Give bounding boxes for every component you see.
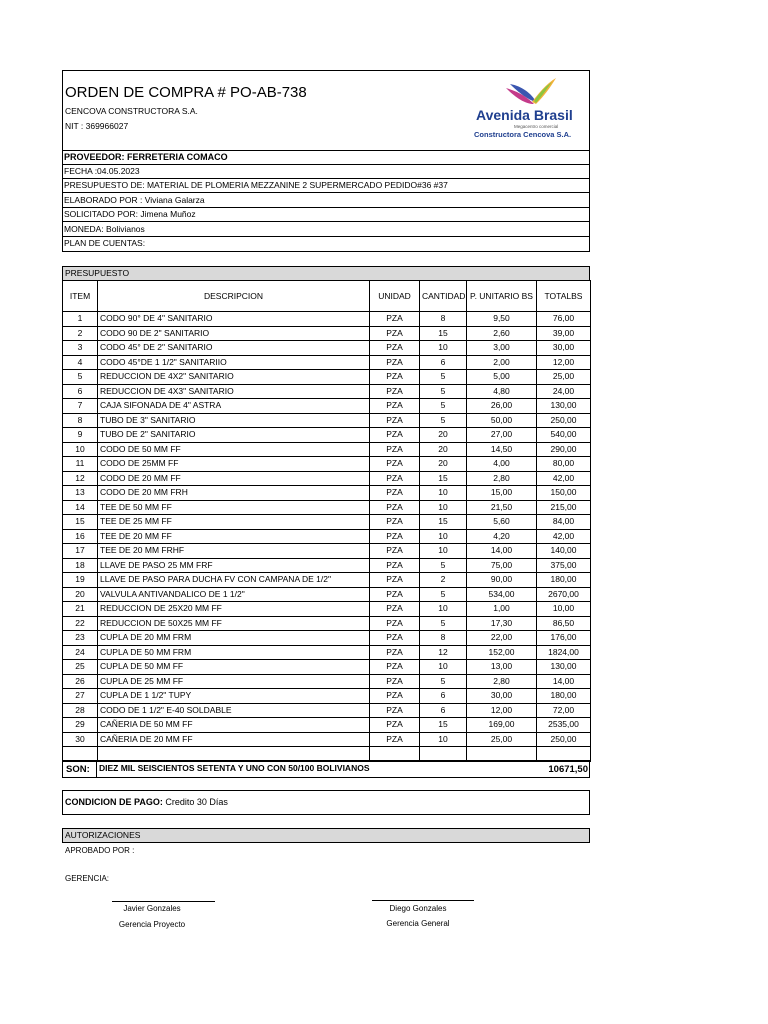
item-unit-price: 12,00 bbox=[467, 703, 537, 718]
table-row bbox=[63, 674, 591, 689]
table-row bbox=[63, 573, 591, 588]
budget-row: PRESUPUESTO DE: MATERIAL DE PLOMERIA MEZZANINE 2 SUPERMERCADO PEDIDO#36 #37 bbox=[62, 178, 590, 193]
item-unit-price: 30,00 bbox=[467, 689, 537, 704]
item-unit-price: 2,60 bbox=[467, 326, 537, 341]
currency-row: MONEDA: Bolivianos bbox=[62, 222, 590, 237]
grand-total: 10671,50 bbox=[548, 764, 588, 775]
item-unit: PZA bbox=[370, 486, 420, 501]
item-number: 7 bbox=[63, 399, 98, 414]
item-total: 130,00 bbox=[537, 399, 591, 414]
approved-by-label: APROBADO POR : bbox=[65, 846, 135, 855]
item-description: REDUCCION DE 25X20 MM FF bbox=[98, 602, 370, 617]
table-row bbox=[63, 370, 591, 385]
item-unit: PZA bbox=[370, 442, 420, 457]
item-total: 130,00 bbox=[537, 660, 591, 675]
item-description: REDUCCION DE 50X25 MM FF bbox=[98, 616, 370, 631]
item-description: REDUCCION DE 4X3" SANITARIO bbox=[98, 384, 370, 399]
item-unit: PZA bbox=[370, 399, 420, 414]
item-unit-price: 15,00 bbox=[467, 486, 537, 501]
item-quantity: 5 bbox=[420, 587, 467, 602]
signature-2-name: Diego Gonzales bbox=[389, 904, 447, 913]
item-unit-price: 1,00 bbox=[467, 602, 537, 617]
item-total: 14,00 bbox=[537, 674, 591, 689]
header-item: ITEM bbox=[63, 281, 98, 312]
item-quantity: 5 bbox=[420, 558, 467, 573]
table-row bbox=[63, 645, 591, 660]
item-quantity: 10 bbox=[420, 732, 467, 747]
item-quantity: 15 bbox=[420, 471, 467, 486]
item-unit-price: 4,00 bbox=[467, 457, 537, 472]
item-number: 14 bbox=[63, 500, 98, 515]
table-row bbox=[63, 399, 591, 414]
table-row bbox=[63, 660, 591, 675]
item-total: 42,00 bbox=[537, 529, 591, 544]
item-quantity: 6 bbox=[420, 703, 467, 718]
item-description: CODO DE 20 MM FF bbox=[98, 471, 370, 486]
table-row bbox=[63, 413, 591, 428]
accounts-plan-row: PLAN DE CUENTAS: bbox=[64, 238, 146, 248]
item-unit: PZA bbox=[370, 312, 420, 327]
budget-section-title bbox=[62, 266, 590, 281]
item-unit-price: 90,00 bbox=[467, 573, 537, 588]
item-unit-price: 13,00 bbox=[467, 660, 537, 675]
item-unit: PZA bbox=[370, 587, 420, 602]
table-row bbox=[63, 718, 591, 733]
header-unit: UNIDAD bbox=[370, 281, 420, 312]
item-unit: PZA bbox=[370, 500, 420, 515]
table-row bbox=[63, 457, 591, 472]
item-unit: PZA bbox=[370, 703, 420, 718]
item-unit-price: 5,60 bbox=[467, 515, 537, 530]
item-number: 8 bbox=[63, 413, 98, 428]
table-row bbox=[63, 616, 591, 631]
item-quantity: 5 bbox=[420, 616, 467, 631]
table-row bbox=[63, 312, 591, 327]
item-description: TEE DE 50 MM FF bbox=[98, 500, 370, 515]
table-row bbox=[63, 486, 591, 501]
item-unit-price: 75,00 bbox=[467, 558, 537, 573]
item-number: 25 bbox=[63, 660, 98, 675]
item-description: TUBO DE 2" SANITARIO bbox=[98, 428, 370, 443]
item-unit-price: 17,30 bbox=[467, 616, 537, 631]
item-number: 12 bbox=[63, 471, 98, 486]
empty-cell bbox=[63, 747, 98, 762]
item-unit: PZA bbox=[370, 370, 420, 385]
son-label: SON: bbox=[66, 764, 90, 775]
item-description: CODO DE 50 MM FF bbox=[98, 442, 370, 457]
item-number: 1 bbox=[63, 312, 98, 327]
item-number: 30 bbox=[63, 732, 98, 747]
item-unit: PZA bbox=[370, 674, 420, 689]
item-number: 29 bbox=[63, 718, 98, 733]
item-quantity: 8 bbox=[420, 631, 467, 646]
item-number: 28 bbox=[63, 703, 98, 718]
item-description: TEE DE 20 MM FRHF bbox=[98, 544, 370, 559]
item-quantity: 10 bbox=[420, 500, 467, 515]
table-row bbox=[63, 703, 591, 718]
item-number: 3 bbox=[63, 341, 98, 356]
header-description: DESCRIPCION bbox=[98, 281, 370, 312]
item-quantity: 15 bbox=[420, 718, 467, 733]
item-description: CODO DE 20 MM FRH bbox=[98, 486, 370, 501]
management-label: GERENCIA: bbox=[65, 874, 110, 883]
item-quantity: 10 bbox=[420, 602, 467, 617]
item-unit-price: 14,00 bbox=[467, 544, 537, 559]
header-total: TOTALBS bbox=[537, 281, 591, 312]
item-quantity: 8 bbox=[420, 312, 467, 327]
table-row bbox=[63, 529, 591, 544]
item-description: TUBO DE 3" SANITARIO bbox=[98, 413, 370, 428]
table-row bbox=[63, 355, 591, 370]
authorizations-title bbox=[62, 828, 590, 843]
item-total: 290,00 bbox=[537, 442, 591, 457]
header-quantity: CANTIDAD bbox=[420, 281, 467, 312]
item-quantity: 15 bbox=[420, 326, 467, 341]
item-total: 80,00 bbox=[537, 457, 591, 472]
item-unit: PZA bbox=[370, 515, 420, 530]
header-unit-price: P. UNITARIO BS bbox=[467, 281, 537, 312]
item-unit-price: 25,00 bbox=[467, 732, 537, 747]
item-unit-price: 2,00 bbox=[467, 355, 537, 370]
item-unit-price: 26,00 bbox=[467, 399, 537, 414]
company-nit: NIT : 369966027 bbox=[65, 121, 129, 131]
prepared-by-row: ELABORADO POR : Viviana Galarza bbox=[62, 193, 590, 208]
item-description: REDUCCION DE 4X2" SANITARIO bbox=[98, 370, 370, 385]
item-description: VALVULA ANTIVANDALICO DE 1 1/2" bbox=[98, 587, 370, 602]
item-number: 22 bbox=[63, 616, 98, 631]
table-row bbox=[63, 689, 591, 704]
item-total: 30,00 bbox=[537, 341, 591, 356]
item-number: 5 bbox=[63, 370, 98, 385]
table-row bbox=[63, 500, 591, 515]
item-total: 12,00 bbox=[537, 355, 591, 370]
item-quantity: 5 bbox=[420, 370, 467, 385]
item-unit-price: 9,50 bbox=[467, 312, 537, 327]
item-description: CAJA SIFONADA DE 4" ASTRA bbox=[98, 399, 370, 414]
item-number: 21 bbox=[63, 602, 98, 617]
item-unit-price: 27,00 bbox=[467, 428, 537, 443]
item-quantity: 6 bbox=[420, 689, 467, 704]
table-row bbox=[63, 515, 591, 530]
item-quantity: 5 bbox=[420, 674, 467, 689]
item-unit: PZA bbox=[370, 660, 420, 675]
item-description: CODO DE 1 1/2" E-40 SOLDABLE bbox=[98, 703, 370, 718]
item-number: 2 bbox=[63, 326, 98, 341]
budget-section-label: PRESUPUESTO bbox=[65, 268, 130, 278]
item-total: 250,00 bbox=[537, 413, 591, 428]
item-quantity: 5 bbox=[420, 399, 467, 414]
item-description: CUPLA DE 50 MM FRM bbox=[98, 645, 370, 660]
item-unit: PZA bbox=[370, 732, 420, 747]
item-total: 25,00 bbox=[537, 370, 591, 385]
item-description: CAÑERIA DE 50 MM FF bbox=[98, 718, 370, 733]
item-total: 42,00 bbox=[537, 471, 591, 486]
item-quantity: 10 bbox=[420, 341, 467, 356]
item-quantity: 10 bbox=[420, 660, 467, 675]
table-row bbox=[63, 442, 591, 457]
item-number: 10 bbox=[63, 442, 98, 457]
item-quantity: 15 bbox=[420, 515, 467, 530]
empty-cell bbox=[98, 747, 370, 762]
signature-1-role: Gerencia Proyecto bbox=[118, 920, 186, 929]
item-unit-price: 4,80 bbox=[467, 384, 537, 399]
item-unit-price: 3,00 bbox=[467, 341, 537, 356]
item-unit: PZA bbox=[370, 428, 420, 443]
item-description: CODO 45°DE 1 1/2" SANITARIIO bbox=[98, 355, 370, 370]
table-row bbox=[63, 631, 591, 646]
item-unit: PZA bbox=[370, 384, 420, 399]
table-row bbox=[63, 471, 591, 486]
item-number: 16 bbox=[63, 529, 98, 544]
item-unit: PZA bbox=[370, 558, 420, 573]
company-name: CENCOVA CONSTRUCTORA S.A. bbox=[65, 106, 198, 116]
item-quantity: 5 bbox=[420, 384, 467, 399]
item-unit: PZA bbox=[370, 645, 420, 660]
item-unit-price: 534,00 bbox=[467, 587, 537, 602]
item-unit-price: 21,50 bbox=[467, 500, 537, 515]
item-unit-price: 2,80 bbox=[467, 471, 537, 486]
item-unit-price: 22,00 bbox=[467, 631, 537, 646]
table-row bbox=[63, 544, 591, 559]
item-total: 150,00 bbox=[537, 486, 591, 501]
item-description: CODO 90 DE 2" SANITARIO bbox=[98, 326, 370, 341]
payment-condition bbox=[65, 797, 228, 807]
item-quantity: 2 bbox=[420, 573, 467, 588]
table-row bbox=[63, 384, 591, 399]
item-unit: PZA bbox=[370, 631, 420, 646]
item-total: 1824,00 bbox=[537, 645, 591, 660]
item-total: 84,00 bbox=[537, 515, 591, 530]
item-number: 11 bbox=[63, 457, 98, 472]
item-total: 2670,00 bbox=[537, 587, 591, 602]
item-number: 9 bbox=[63, 428, 98, 443]
item-unit: PZA bbox=[370, 413, 420, 428]
item-total: 76,00 bbox=[537, 312, 591, 327]
item-unit: PZA bbox=[370, 573, 420, 588]
empty-cell bbox=[370, 747, 420, 762]
item-unit-price: 5,00 bbox=[467, 370, 537, 385]
item-unit-price: 4,20 bbox=[467, 529, 537, 544]
item-total: 140,00 bbox=[537, 544, 591, 559]
item-number: 24 bbox=[63, 645, 98, 660]
table-row bbox=[63, 326, 591, 341]
table-row bbox=[63, 602, 591, 617]
item-description: LLAVE DE PASO PARA DUCHA FV CON CAMPANA DE 1/2" bbox=[98, 573, 370, 588]
item-description: CUPLA DE 50 MM FF bbox=[98, 660, 370, 675]
amount-in-words: DIEZ MIL SEISCIENTOS SETENTA Y UNO CON 50/100 BOLIVIANOS bbox=[99, 763, 370, 773]
item-total: 86,50 bbox=[537, 616, 591, 631]
item-unit-price: 14,50 bbox=[467, 442, 537, 457]
item-unit-price: 2,80 bbox=[467, 674, 537, 689]
table-row bbox=[63, 341, 591, 356]
item-quantity: 20 bbox=[420, 442, 467, 457]
item-description: CUPLA DE 20 MM FRM bbox=[98, 631, 370, 646]
son-divider bbox=[96, 760, 97, 778]
item-description: CUPLA DE 1 1/2" TUPY bbox=[98, 689, 370, 704]
table-header-row bbox=[63, 281, 591, 312]
item-description: CODO DE 25MM FF bbox=[98, 457, 370, 472]
item-description: LLAVE DE PASO 25 MM FRF bbox=[98, 558, 370, 573]
item-number: 18 bbox=[63, 558, 98, 573]
item-unit: PZA bbox=[370, 544, 420, 559]
item-quantity: 10 bbox=[420, 486, 467, 501]
bird-logo-icon bbox=[500, 74, 560, 110]
item-number: 15 bbox=[63, 515, 98, 530]
item-total: 215,00 bbox=[537, 500, 591, 515]
item-unit: PZA bbox=[370, 529, 420, 544]
item-unit: PZA bbox=[370, 341, 420, 356]
empty-cell bbox=[537, 747, 591, 762]
authorizations-label: AUTORIZACIONES bbox=[65, 830, 141, 840]
empty-cell bbox=[467, 747, 537, 762]
item-unit: PZA bbox=[370, 718, 420, 733]
signature-line-2 bbox=[372, 900, 474, 901]
item-description: CUPLA DE 25 MM FF bbox=[98, 674, 370, 689]
table-row bbox=[63, 587, 591, 602]
item-quantity: 20 bbox=[420, 457, 467, 472]
signature-line-1 bbox=[112, 901, 215, 902]
item-quantity: 6 bbox=[420, 355, 467, 370]
item-description: CODO 90° DE 4" SANITARIO bbox=[98, 312, 370, 327]
logo-brand: Avenida Brasil bbox=[476, 107, 573, 123]
item-total: 39,00 bbox=[537, 326, 591, 341]
item-number: 13 bbox=[63, 486, 98, 501]
item-total: 72,00 bbox=[537, 703, 591, 718]
payment-value: Credito 30 Días bbox=[162, 797, 228, 807]
item-unit: PZA bbox=[370, 355, 420, 370]
item-total: 176,00 bbox=[537, 631, 591, 646]
item-number: 23 bbox=[63, 631, 98, 646]
item-number: 4 bbox=[63, 355, 98, 370]
item-quantity: 10 bbox=[420, 529, 467, 544]
item-total: 24,00 bbox=[537, 384, 591, 399]
item-unit-price: 169,00 bbox=[467, 718, 537, 733]
item-unit: PZA bbox=[370, 689, 420, 704]
item-total: 375,00 bbox=[537, 558, 591, 573]
item-total: 180,00 bbox=[537, 573, 591, 588]
supplier-row: PROVEEDOR: FERRETERIA COMACO bbox=[62, 150, 590, 165]
signature-2-role: Gerencia General bbox=[386, 919, 450, 928]
item-number: 17 bbox=[63, 544, 98, 559]
item-unit: PZA bbox=[370, 471, 420, 486]
item-total: 2535,00 bbox=[537, 718, 591, 733]
item-unit: PZA bbox=[370, 326, 420, 341]
company-logo bbox=[470, 74, 580, 146]
item-unit: PZA bbox=[370, 602, 420, 617]
item-description: TEE DE 20 MM FF bbox=[98, 529, 370, 544]
item-quantity: 12 bbox=[420, 645, 467, 660]
item-description: CODO 45° DE 2" SANITARIO bbox=[98, 341, 370, 356]
empty-cell bbox=[420, 747, 467, 762]
logo-tagline: Megacentro comercial bbox=[514, 124, 559, 129]
item-number: 27 bbox=[63, 689, 98, 704]
items-table bbox=[62, 280, 591, 762]
item-description: CAÑERIA DE 20 MM FF bbox=[98, 732, 370, 747]
item-total: 180,00 bbox=[537, 689, 591, 704]
item-number: 6 bbox=[63, 384, 98, 399]
item-description: TEE DE 25 MM FF bbox=[98, 515, 370, 530]
item-unit-price: 152,00 bbox=[467, 645, 537, 660]
item-number: 20 bbox=[63, 587, 98, 602]
empty-row bbox=[63, 747, 591, 762]
item-quantity: 5 bbox=[420, 413, 467, 428]
date-row: FECHA :04.05.2023 bbox=[62, 164, 590, 179]
item-number: 26 bbox=[63, 674, 98, 689]
item-quantity: 20 bbox=[420, 428, 467, 443]
item-quantity: 10 bbox=[420, 544, 467, 559]
order-title: ORDEN DE COMPRA # PO-AB-738 bbox=[65, 84, 307, 101]
item-total: 250,00 bbox=[537, 732, 591, 747]
table-row bbox=[63, 732, 591, 747]
item-total: 10,00 bbox=[537, 602, 591, 617]
item-unit: PZA bbox=[370, 616, 420, 631]
signature-1-name: Javier Gonzales bbox=[123, 904, 181, 913]
table-row bbox=[63, 558, 591, 573]
item-unit-price: 50,00 bbox=[467, 413, 537, 428]
item-unit: PZA bbox=[370, 457, 420, 472]
item-total: 540,00 bbox=[537, 428, 591, 443]
payment-label: CONDICION DE PAGO: bbox=[65, 797, 163, 807]
item-number: 19 bbox=[63, 573, 98, 588]
logo-company: Constructora Cencova S.A. bbox=[474, 130, 572, 139]
table-row bbox=[63, 428, 591, 443]
requested-by-row: SOLICITADO POR: Jimena Muñoz bbox=[62, 207, 590, 222]
